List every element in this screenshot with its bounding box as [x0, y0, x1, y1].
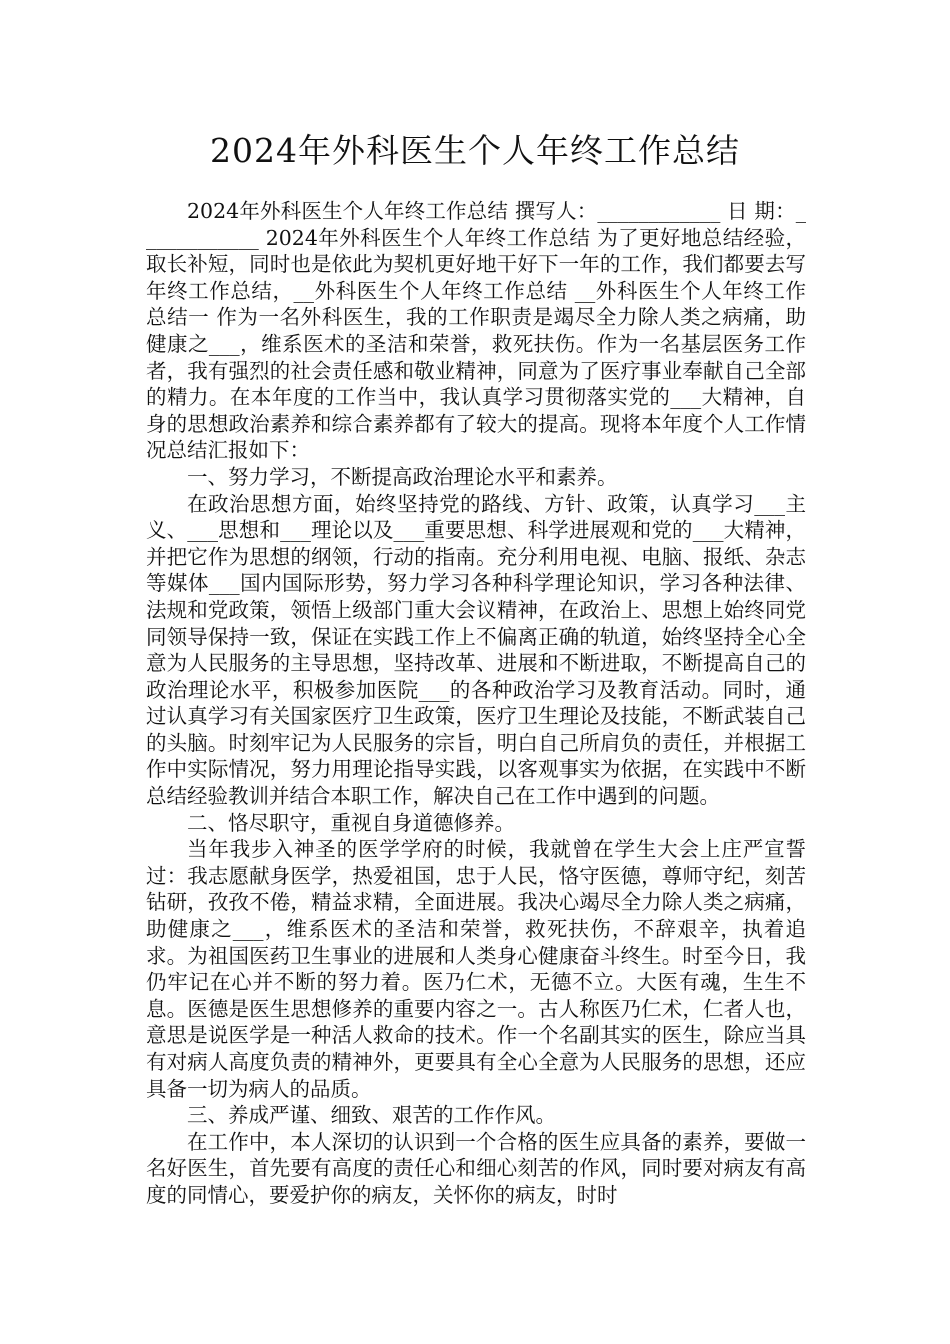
document-title: 2024年外科医生个人年终工作总结	[210, 131, 740, 170]
section-heading-2: 二、恪尽职守，重视自身道德修养。	[187, 810, 515, 835]
section-heading-3: 三、养成严谨、细致、艰苦的工作作风。	[187, 1103, 556, 1128]
section-heading-1: 一、努力学习，不断提高政治理论水平和素养。	[187, 464, 618, 489]
document-body	[146, 198, 806, 1209]
body-paragraph: 当年我步入神圣的医学学府的时候，我就曾在学生大会上庄严宣誓过：我志愿献身医学，热爱祖国，忠于人民，恪守医德，尊师守纪，刻苦钻研，孜孜不倦，精益求精，全面进展。我决心竭尽全力除人类之病痛，助健康之___，维系医术的圣洁和荣誉，救死扶伤，不辞艰辛，执着追求。为祖国医药卫生事业的进展和人类身心健康奋斗终生。时至今日，我仍牢记在心并不断的努力着。医乃仁术，无德不立。大医有魂，生生不息。医德是医生思想修养的重要内容之一。古人称医乃仁术，仁者人也，意思是说医学是一种活人救命的技术。作一个名副其实的医生，除应当具有对病人高度负责的精神外，更要具有全心全意为人民服务的思想，还应具备一切为病人的品质。	[146, 837, 806, 1101]
body-paragraph: 在工作中，本人深切的认识到一个合格的医生应具备的素养，要做一名好医生，首先要有高度的责任心和细心刻苦的作风，同时要对病友有高度的同情心，要爱护你的病友，关怀你的病友，时时	[146, 1129, 806, 1207]
intro-paragraph: 2024年外科医生个人年终工作总结 撰写人：____________ 日 期：____________ 2024年外科医生个人年终工作总结 为了更好地总结经验，取长补短，同时也是依此为契机更好地干好下一年的工作，我们都要去写年终工作总结，__外科医生个人年终工作总结 __外科医生个人年终工作总结一 作为一名外科医生，我的工作职责是竭尽全力除人类之病痛，助健康之___，维系医术的圣洁和荣誉，救死扶伤。作为一名基层医务工作者，我有强烈的社会责任感和敬业精神，同意为了医疗事业奉献自己全部的精力。在本年度的工作当中，我认真学习贯彻落实党的___大精神，自身的思想政治素养和综合素养都有了较大的提高。现将本年度个人工作情况总结汇报如下：	[146, 199, 806, 463]
body-paragraph: 在政治思想方面，始终坚持党的路线、方针、政策，认真学习___主义、___思想和___理论以及___重要思想、科学进展观和党的___大精神，并把它作为思想的纲领，行动的指南。充分利用电视、电脑、报纸、杂志等媒体___国内国际形势，努力学习各种科学理论知识，学习各种法律、法规和党政策，领悟上级部门重大会议精神，在政治上、思想上始终同党同领导保持一致，保证在实践工作上不偏离正确的轨道，始终坚持全心全意为人民服务的主导思想，坚持改革、进展和不断进取，不断提高自己的政治理论水平，积极参加医院___的各种政治学习及教育活动。同时，通过认真学习有关国家医疗卫生政策，医疗卫生理论及技能，不断武装自己的头脑。时刻牢记为人民服务的宗旨，明白自己所肩负的责任，并根据工作中实际情况，努力用理论指导实践，以客观事实为依据，在实践中不断总结经验教训并结合本职工作，解决自己在工作中遇到的问题。	[146, 491, 806, 809]
